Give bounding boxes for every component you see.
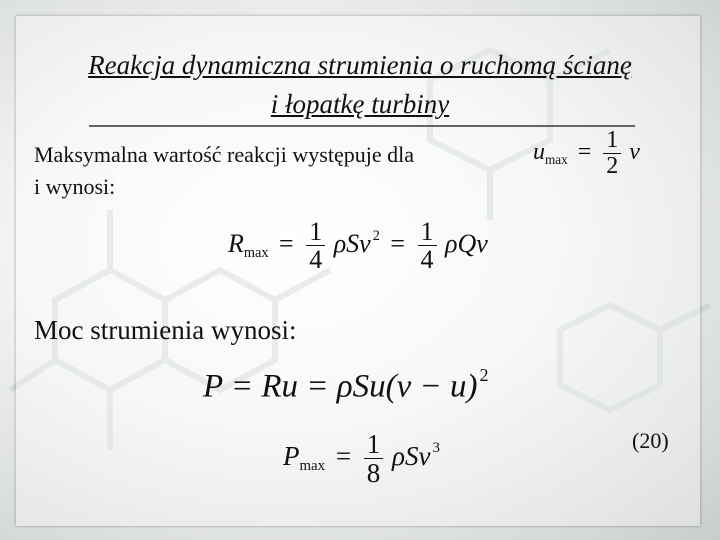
fraction-denominator: 2: [606, 153, 619, 180]
formula-p-max: [283, 430, 440, 488]
fraction-one-half: [603, 128, 621, 179]
fraction-denominator: 8: [366, 458, 381, 489]
formula-r-max-term1-sup: 2: [372, 227, 380, 244]
fraction-numerator: 1: [364, 430, 384, 459]
fraction-one-quarter-b: [418, 218, 437, 274]
formula-r-max-term1: ρSv: [333, 228, 371, 258]
fraction-denominator: 4: [420, 245, 434, 275]
formula-power-sup: 2: [479, 365, 489, 385]
formula-power-text: P = Ru = ρSu(v − u): [203, 368, 478, 405]
formula-r-max-eq2: =: [390, 228, 406, 258]
paragraph-line2: i wynosi:: [34, 174, 116, 199]
paragraph-line1: Maksymalna wartość reakcji występuje dla: [34, 142, 414, 167]
fraction-one-eighth: [364, 430, 384, 488]
formula-u-max-sub: max: [545, 151, 568, 167]
formula-power: [203, 365, 489, 405]
formula-u-max-lhs: u: [533, 139, 545, 166]
fraction-one-quarter-a: [306, 218, 325, 274]
formula-p-max-term: ρSv: [392, 441, 431, 472]
formula-p-max-eq: =: [335, 441, 352, 472]
formula-r-max-eq1: =: [279, 228, 294, 258]
slide-title-line1: Reakcja dynamiczna strumienia o ruchomą ścianę: [88, 50, 632, 80]
equation-number: (20): [632, 428, 669, 453]
formula-p-max-sub: max: [299, 458, 326, 475]
formula-u-max: [533, 128, 640, 179]
slide-title-line2: i łopatkę turbiny: [270, 89, 450, 119]
formula-r-max-sub: max: [243, 244, 269, 261]
fraction-numerator: 1: [418, 218, 437, 246]
fraction-numerator: 1: [306, 218, 325, 246]
paragraph-power: Moc strumienia wynosi:: [34, 315, 297, 345]
formula-r-max: [228, 218, 488, 274]
title-underline-rule: [89, 125, 635, 127]
formula-u-max-eq: =: [577, 139, 592, 166]
formula-u-max-rhs: v: [629, 139, 640, 166]
formula-p-max-lhs: P: [283, 441, 300, 472]
fraction-numerator: 1: [603, 128, 621, 154]
fraction-denominator: 4: [309, 245, 323, 275]
formula-r-max-lhs: R: [228, 228, 244, 258]
formula-r-max-term2: ρQv: [445, 228, 488, 258]
formula-p-max-term-sup: 3: [432, 440, 440, 457]
